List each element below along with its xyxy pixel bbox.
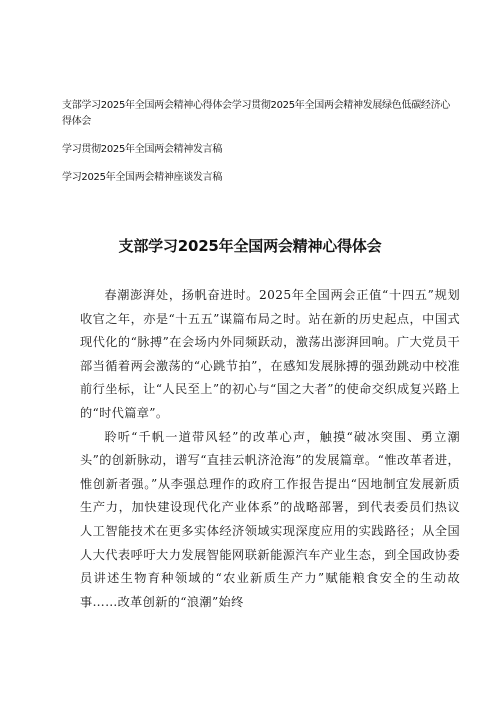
- table-of-contents: [62, 98, 452, 198]
- article-body: [80, 284, 460, 614]
- article-title: 支部学习2025年全国两会精神心得体会: [118, 237, 382, 255]
- article-paragraph: 春潮澎湃处，扬帆奋进时。2025年全国两会正值“十四五”规划收官之年，亦是“十五五”谋篇布局之时。站在新的历史起点，中国式现代化的“脉搏”在会场内外同频跃动，激荡出澎湃回响。广大党员干部当循着两会激荡的“心跳节拍”，在感知发展脉搏的强劲跳动中校准前行坐标，让“人民至上”的初心与“国之大者”的使命交织成复兴路上的“时代篇章”。: [80, 288, 460, 420]
- toc-item[interactable]: 学习贯彻2025年全国两会精神发言稿: [62, 144, 223, 155]
- article-paragraph: 聆听“千帆一道带风轻”的改革心声，触摸“破冰突围、勇立潮头”的创新脉动，谱写“直挂云帆济沧海”的发展篇章。“惟改革者进，惟创新者强。”从李强总理作的政府工作报告提出“因地制宜发展新质生产力，加快建设现代化产业体系”的战略部署，到代表委员们热议人工智能技术在更多实体经济领域实现深度应用的实践路径；从全国人大代表呼吁大力发展智能网联新能源汽车产业生态，到全国政协委员讲述生物育种领域的“农业新质生产力”赋能粮食安全的生动故事……改革创新的“浪潮”始终: [80, 429, 460, 609]
- toc-item[interactable]: 支部学习2025年全国两会精神心得体会学习贯彻2025年全国两会精神发展绿色低碳经济心得体会: [62, 100, 450, 127]
- toc-item[interactable]: 学习2025年全国两会精神座谈发言稿: [62, 172, 223, 183]
